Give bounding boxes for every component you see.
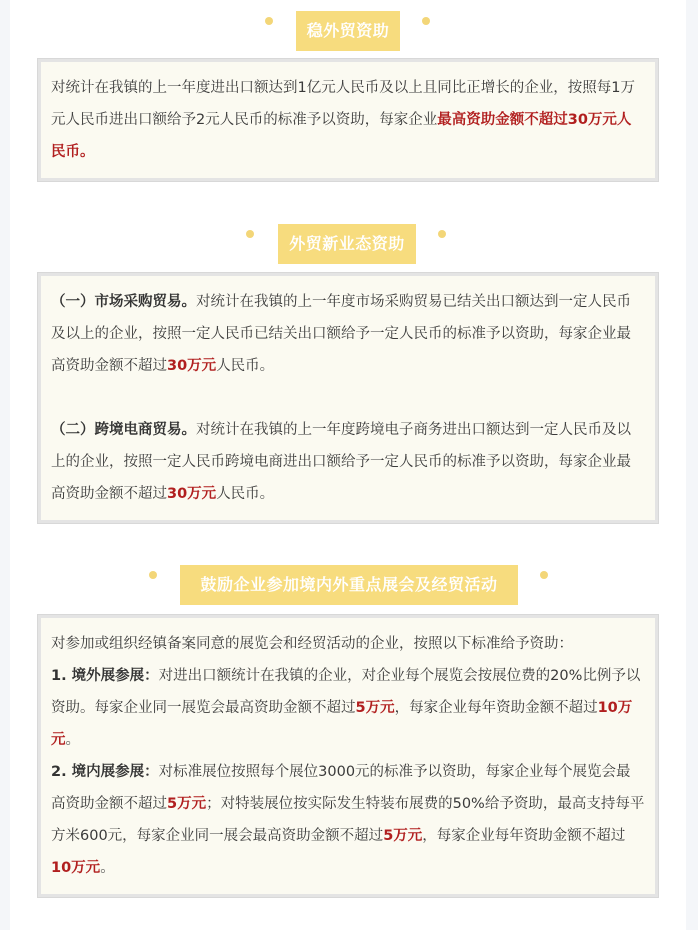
- section3-item1-end: 。: [65, 732, 80, 748]
- section3-item1-head: 1. 境外展参展：: [51, 668, 159, 684]
- section3-item1-text-b: ，每家企业每年资助金额不超过: [394, 700, 598, 716]
- section2-title: 外贸新业态资助: [278, 224, 416, 264]
- section3-item2-amount-a: 5万元: [167, 796, 207, 812]
- section3-item2-text-b: ；对特装展位按实际发生特装布展费的50%给予资助，最高支持每平方米600元，每家企业同一展会最高资助金额不超过: [51, 796, 645, 844]
- section1-box: [41, 62, 655, 178]
- section3-header: [0, 565, 698, 605]
- section3-item2-amount-b: 5万元: [383, 828, 423, 844]
- section2-header: [0, 224, 698, 264]
- section3-item1-amount-b: 10万元: [51, 700, 633, 748]
- section2-item1-tail: 人民币。: [216, 358, 275, 374]
- section3-item2-text-a: 对标准展位按照每个展位3000元的标准予以资助，每家企业每个展览会最高资助金额不超过: [51, 764, 631, 812]
- section3-item2-end: 。: [100, 860, 115, 876]
- decor-dot-icon: [246, 230, 254, 238]
- decor-dot-icon: [265, 17, 273, 25]
- section3-item2-amount-c: 10万元: [51, 860, 101, 876]
- section1-header: [0, 11, 698, 51]
- section2-item1: [51, 286, 645, 382]
- section3-item1-amount-a: 5万元: [355, 700, 395, 716]
- section1-title: 稳外贸资助: [296, 11, 400, 51]
- section2-item2-amount: 30万元: [167, 486, 217, 502]
- spacer: [51, 382, 645, 414]
- section2-item2-text: 对统计在我镇的上一年度跨境电子商务进出口额达到一定人民币及以上的企业，按照一定人民币跨境电商进出口额给予一定人民币的标准予以资助，每家企业最高资助金额不超过: [51, 422, 631, 502]
- section3-intro: 对参加或组织经镇备案同意的展览会和经贸活动的企业，按照以下标准给予资助：: [51, 636, 573, 652]
- section3-item2-text-c: ，每家企业每年资助金额不超过: [422, 828, 626, 844]
- decor-dot-icon: [149, 571, 157, 579]
- section3-item2: [51, 756, 645, 884]
- section2-box: [41, 276, 655, 520]
- section3-item2-head: 2. 境内展参展：: [51, 764, 159, 780]
- decor-dot-icon: [422, 17, 430, 25]
- section2-item2: [51, 414, 645, 510]
- section1-paragraph: [51, 72, 645, 168]
- decor-dot-icon: [540, 571, 548, 579]
- decor-dot-icon: [438, 230, 446, 238]
- section2-item1-text: 对统计在我镇的上一年度市场采购贸易已结关出口额达到一定人民币及以上的企业，按照一定人民币已结关出口额给予一定人民币的标准予以资助，每家企业最高资助金额不超过: [51, 294, 631, 374]
- section3-item1: [51, 660, 645, 756]
- section2-item2-tail: 人民币。: [216, 486, 275, 502]
- section2-item1-head: （一）市场采购贸易。: [51, 294, 196, 310]
- section1-text: 对统计在我镇的上一年度进出口额达到1亿元人民币及以上且同比正增长的企业，按照每1万元人民币进出口额给予2元人民币的标准予以资助，每家企业: [51, 80, 635, 128]
- section1-highlight: 最高资助金额不超过30万元人民币。: [51, 112, 632, 160]
- section3-box: [41, 618, 655, 894]
- section2-item2-head: （二）跨境电商贸易。: [51, 422, 196, 438]
- section3-item1-text-a: 对进出口额统计在我镇的企业，对企业每个展览会按展位费的20%比例予以资助。每家企业同一展览会最高资助金额不超过: [51, 668, 641, 716]
- section3-title: 鼓励企业参加境内外重点展会及经贸活动: [180, 565, 518, 605]
- section2-item1-amount: 30万元: [167, 358, 217, 374]
